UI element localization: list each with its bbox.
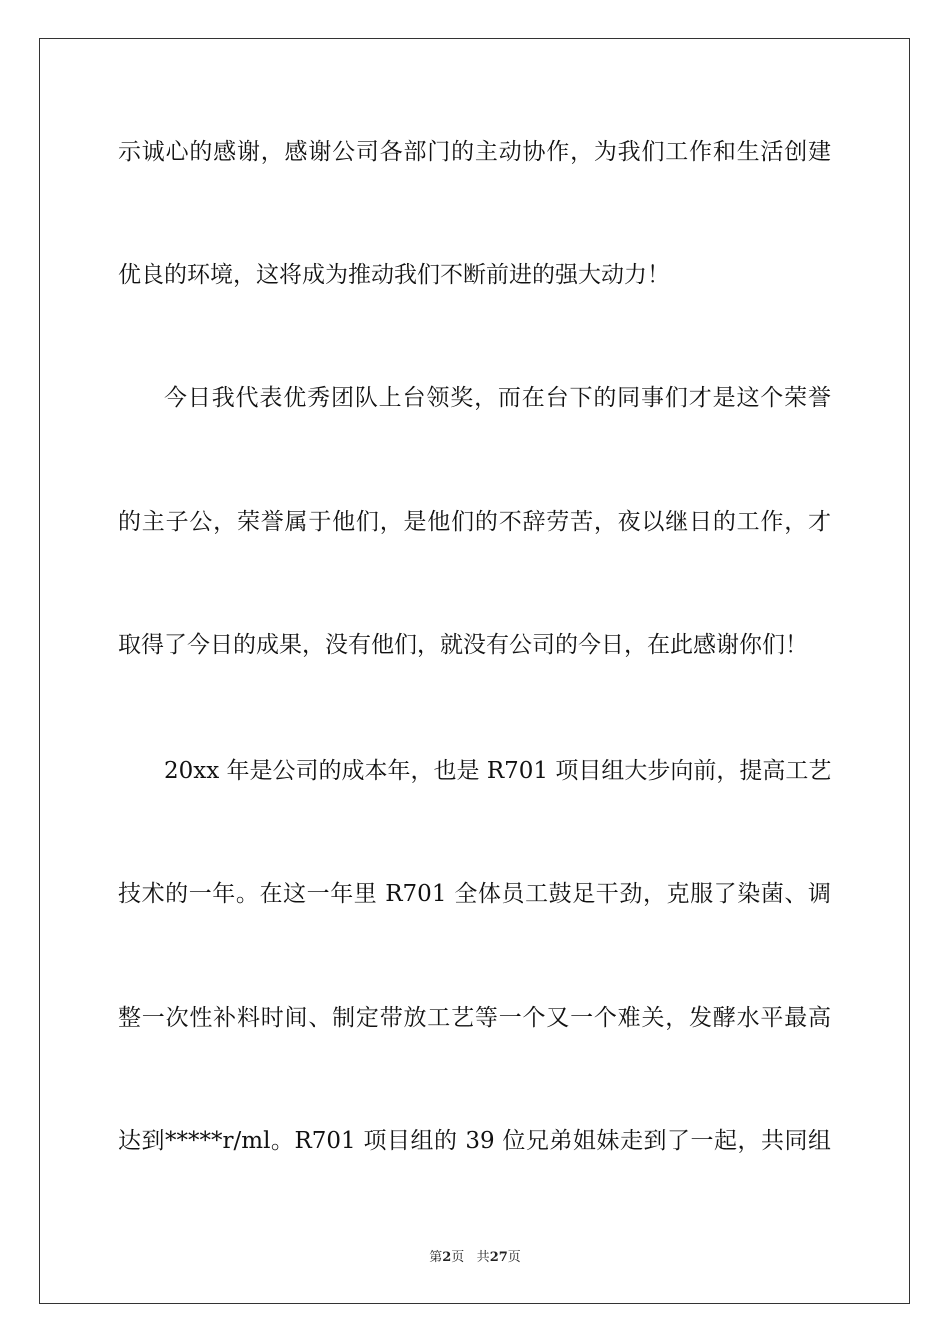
page-number: 2 — [442, 1250, 452, 1265]
text-line-1: 示诚心的感谢，感谢公司各部门的主动协作，为我们工作和生活创建 — [118, 139, 831, 165]
text-line-4: 的主子公，荣誉属于他们，是他们的不辞劳苦，夜以继日的工作，才 — [118, 509, 831, 535]
page-suffix: 页 — [451, 1250, 465, 1265]
total-suffix: 页 — [507, 1250, 521, 1265]
text-line-2: 优良的环境，这将成为推动我们不断前进的强大动力！ — [118, 262, 670, 288]
page-footer — [0, 1246, 950, 1265]
page-prefix: 第 — [429, 1250, 443, 1265]
total-pages: 27 — [489, 1250, 508, 1265]
page-border — [39, 38, 910, 1304]
text-line-8: 整一次性补料时间、制定带放工艺等一个又一个难关，发酵水平最高 — [118, 1005, 831, 1031]
text-line-5: 取得了今日的成果，没有他们，就没有公司的今日，在此感谢你们！ — [118, 632, 808, 658]
text-line-3: 今日我代表优秀团队上台领奖，而在台下的同事们才是这个荣誉 — [164, 385, 831, 411]
text-line-7: 技术的一年。在这一年里 R701 全体员工鼓足干劲，克服了染菌、调 — [118, 881, 831, 907]
total-prefix: 共 — [476, 1250, 490, 1265]
text-line-9: 达到*****r/ml。R701 项目组的 39 位兄弟姐妹走到了一起，共同组 — [118, 1128, 831, 1154]
text-line-6: 20xx 年是公司的成本年，也是 R701 项目组大步向前，提高工艺 — [164, 758, 832, 784]
